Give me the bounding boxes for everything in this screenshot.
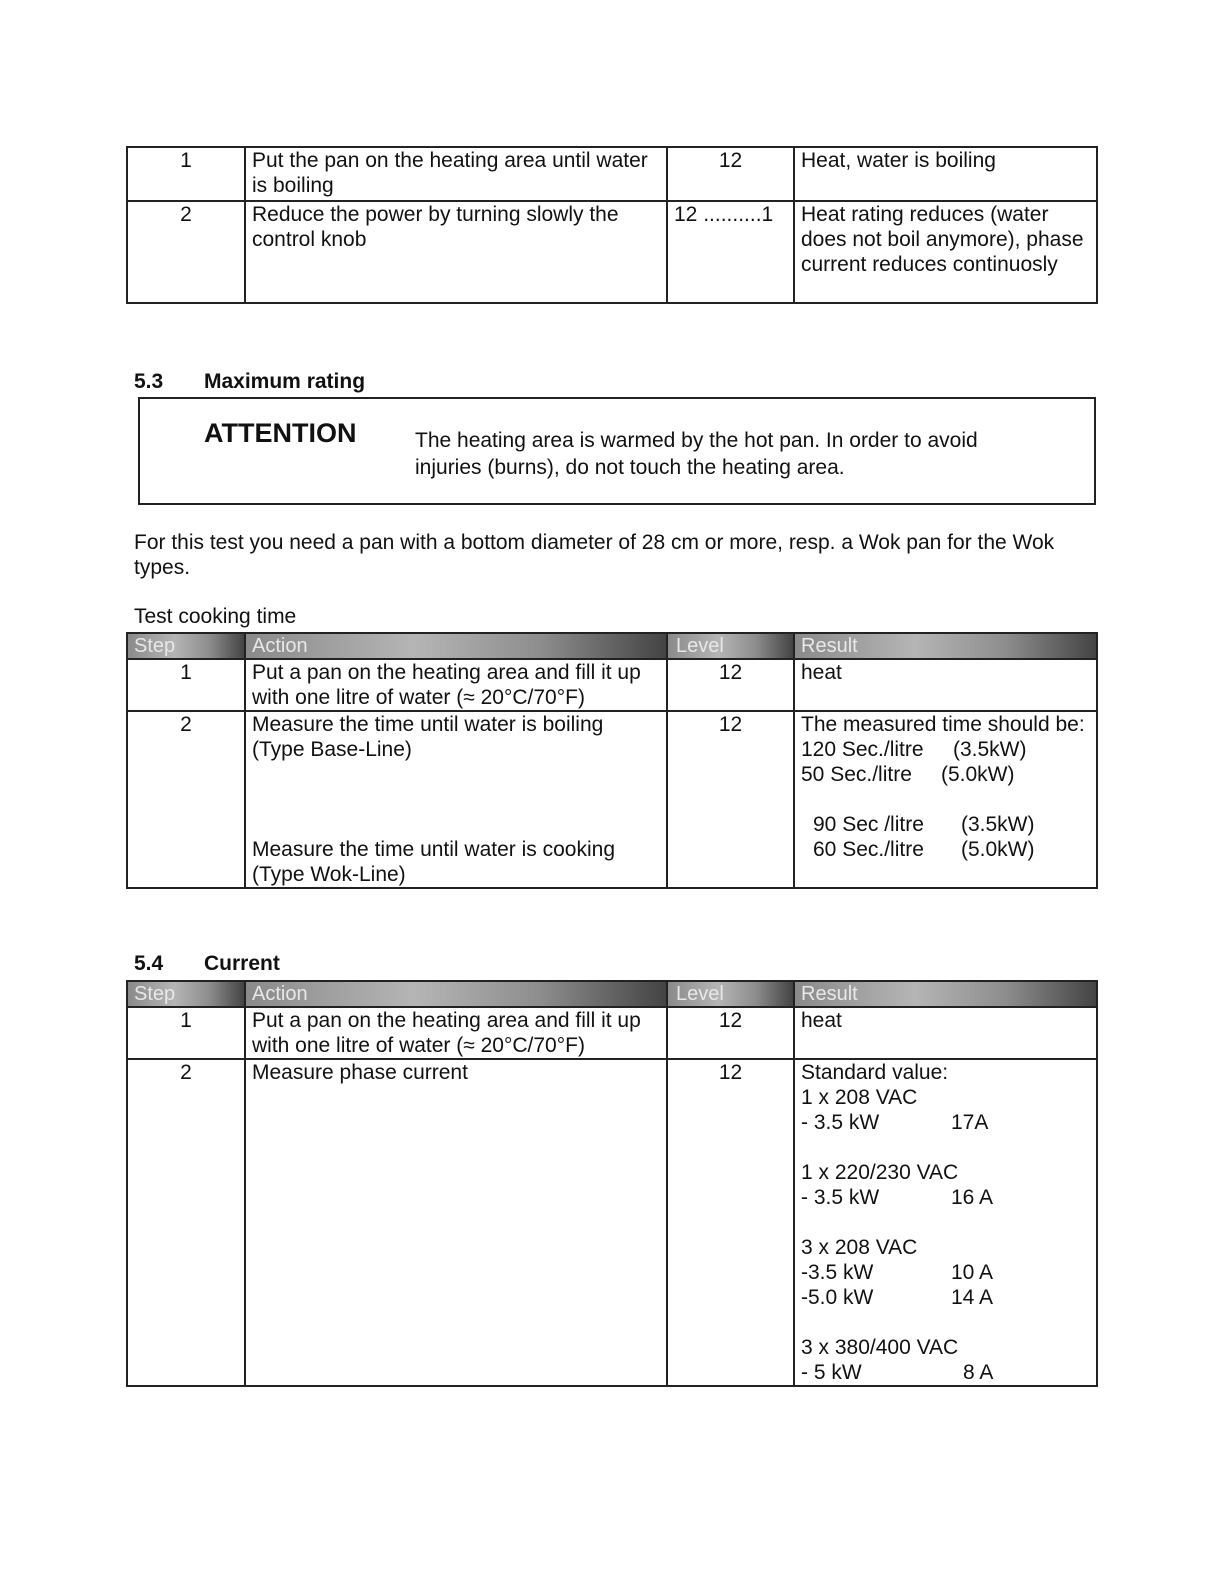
action-line: (Type Wok-Line) bbox=[252, 863, 406, 886]
attention-text: The heating area is warmed by the hot pan. In order to avoid injuries (burns), do not touch the heating area. bbox=[415, 429, 978, 479]
result-intro: Standard value: bbox=[801, 1061, 949, 1084]
action-line: Measure the time until water is boiling bbox=[252, 713, 604, 736]
current-value: 10 A bbox=[951, 1261, 994, 1284]
table-header-row bbox=[127, 981, 1097, 1007]
power-value: -3.5 kW bbox=[801, 1261, 874, 1284]
table-header-row bbox=[127, 633, 1097, 659]
action-line: (Type Base-Line) bbox=[252, 738, 412, 761]
level-cell: 12 bbox=[667, 711, 794, 888]
header-level: Level bbox=[667, 633, 794, 659]
attention-label: ATTENTION bbox=[204, 418, 357, 448]
result-cell: Heat rating reduces (water does not boil anymore), phase current reduces continuosly bbox=[794, 201, 1097, 303]
voltage-label: 1 x 220/230 VAC bbox=[801, 1161, 959, 1184]
power-value: - 3.5 kW bbox=[801, 1111, 880, 1134]
result-cell: heat bbox=[794, 1007, 1097, 1059]
action-line: Measure the time until water is cooking bbox=[252, 838, 615, 861]
cooking-time-table bbox=[126, 632, 1098, 889]
level-cell: 12 bbox=[667, 1007, 794, 1059]
header-step: Step bbox=[127, 981, 245, 1007]
power-value: (3.5kW) bbox=[961, 813, 1035, 836]
table-row bbox=[127, 147, 1097, 201]
time-value: 90 Sec /litre bbox=[813, 813, 924, 836]
level-cell: 12 bbox=[667, 659, 794, 711]
step-cell: 2 bbox=[127, 711, 245, 888]
step-cell: 1 bbox=[127, 1007, 245, 1059]
table-row bbox=[127, 201, 1097, 303]
table-caption: Test cooking time bbox=[134, 605, 297, 628]
attention-box bbox=[138, 397, 1096, 505]
header-step: Step bbox=[127, 633, 245, 659]
step-cell: 2 bbox=[127, 201, 245, 303]
section-heading-5-4 bbox=[134, 951, 280, 976]
action-cell: Put the pan on the heating area until water is boiling bbox=[245, 147, 667, 201]
level-cell: 12 ..........1 bbox=[667, 201, 794, 303]
table-row bbox=[127, 1059, 1097, 1386]
section-title: Current bbox=[204, 952, 280, 975]
level-cell: 12 bbox=[667, 1059, 794, 1386]
section-number: 5.3 bbox=[134, 370, 164, 393]
step-cell: 1 bbox=[127, 147, 245, 201]
voltage-label: 3 x 380/400 VAC bbox=[801, 1336, 959, 1359]
table-row bbox=[127, 659, 1097, 711]
power-value: (3.5kW) bbox=[953, 738, 1027, 761]
table-row bbox=[127, 1007, 1097, 1059]
power-value: (5.0kW) bbox=[961, 838, 1035, 861]
action-cell: Reduce the power by turning slowly the control knob bbox=[245, 201, 667, 303]
action-cell bbox=[245, 711, 667, 888]
header-level: Level bbox=[667, 981, 794, 1007]
power-value: - 3.5 kW bbox=[801, 1186, 880, 1209]
power-value: - 5 kW bbox=[801, 1361, 862, 1384]
section-title: Maximum rating bbox=[204, 370, 366, 393]
power-value: -5.0 kW bbox=[801, 1286, 874, 1309]
continued-procedure-table bbox=[126, 146, 1098, 304]
action-cell: Put a pan on the heating area and fill it up with one litre of water (≈ 20°C/70°F) bbox=[245, 659, 667, 711]
intro-paragraph: For this test you need a pan with a bottom diameter of 28 cm or more, resp. a Wok pan for the Wok types. bbox=[134, 531, 1055, 579]
section-number: 5.4 bbox=[134, 952, 164, 975]
step-cell: 2 bbox=[127, 1059, 245, 1386]
voltage-label: 3 x 208 VAC bbox=[801, 1236, 918, 1259]
step-cell: 1 bbox=[127, 659, 245, 711]
header-action: Action bbox=[245, 633, 667, 659]
result-cell bbox=[794, 711, 1097, 888]
action-cell: Put a pan on the heating area and fill it up with one litre of water (≈ 20°C/70°F) bbox=[245, 1007, 667, 1059]
power-value: (5.0kW) bbox=[941, 763, 1015, 786]
current-value: 17A bbox=[951, 1111, 989, 1134]
level-cell: 12 bbox=[667, 147, 794, 201]
result-cell: heat bbox=[794, 659, 1097, 711]
result-intro: The measured time should be: bbox=[801, 713, 1085, 736]
action-cell: Measure phase current bbox=[245, 1059, 667, 1386]
table-row bbox=[127, 711, 1097, 888]
time-value: 120 Sec./litre bbox=[801, 738, 924, 761]
current-value: 8 A bbox=[963, 1361, 994, 1384]
header-result: Result bbox=[794, 981, 1097, 1007]
result-cell bbox=[794, 1059, 1097, 1386]
header-action: Action bbox=[245, 981, 667, 1007]
result-cell: Heat, water is boiling bbox=[794, 147, 1097, 201]
header-result: Result bbox=[794, 633, 1097, 659]
current-value: 14 A bbox=[951, 1286, 994, 1309]
current-value: 16 A bbox=[951, 1186, 994, 1209]
section-heading-5-3 bbox=[134, 369, 365, 394]
time-value: 50 Sec./litre bbox=[801, 763, 912, 786]
time-value: 60 Sec./litre bbox=[813, 838, 924, 861]
current-table bbox=[126, 980, 1098, 1387]
voltage-label: 1 x 208 VAC bbox=[801, 1086, 918, 1109]
